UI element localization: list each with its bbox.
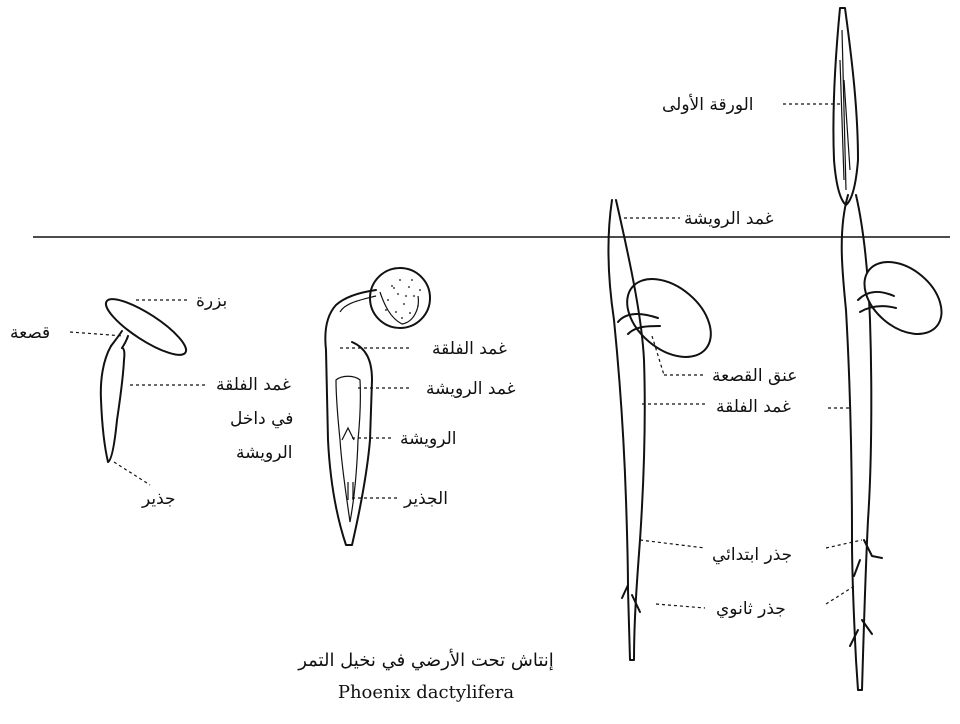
label-radicle-1: جذير <box>142 489 176 509</box>
stage-1-seedling <box>100 290 193 462</box>
label-secondary-root: جذر ثانوي <box>716 599 786 619</box>
label-plumule-sheath: غمد الرويشة <box>426 379 516 399</box>
label-first-leaf: الورقة الأولى <box>662 95 754 115</box>
caption-latin: Phoenix dactylifera <box>337 682 515 703</box>
label-plumule-sheath-top: غمد الرويشة <box>684 209 774 229</box>
label-plumule: الرويشة <box>400 429 457 449</box>
caption <box>297 649 554 703</box>
label-cotyledon-sheath-inner: غمد الفلقة <box>216 375 291 395</box>
label-seed: بزرة <box>196 291 228 311</box>
stage-3-seedling <box>608 200 725 660</box>
label-petiole-neck: عنق القصعة <box>712 366 798 386</box>
label-radicle-2: الجذير <box>404 489 448 509</box>
label-cotyledon-sheath: غمد الفلقة <box>432 339 507 359</box>
label-primary-root: جذر ابتدائي <box>712 545 793 565</box>
label-inside: في داخل <box>230 409 294 429</box>
label-petiole: قصعة <box>10 323 51 343</box>
caption-arabic: إنتاش تحت الأرضي في نخيل التمر <box>298 650 554 671</box>
label-plumule-text: الرويشة <box>236 443 293 463</box>
label-cotyledon-sheath-right: غمد الفلقة <box>716 397 791 417</box>
